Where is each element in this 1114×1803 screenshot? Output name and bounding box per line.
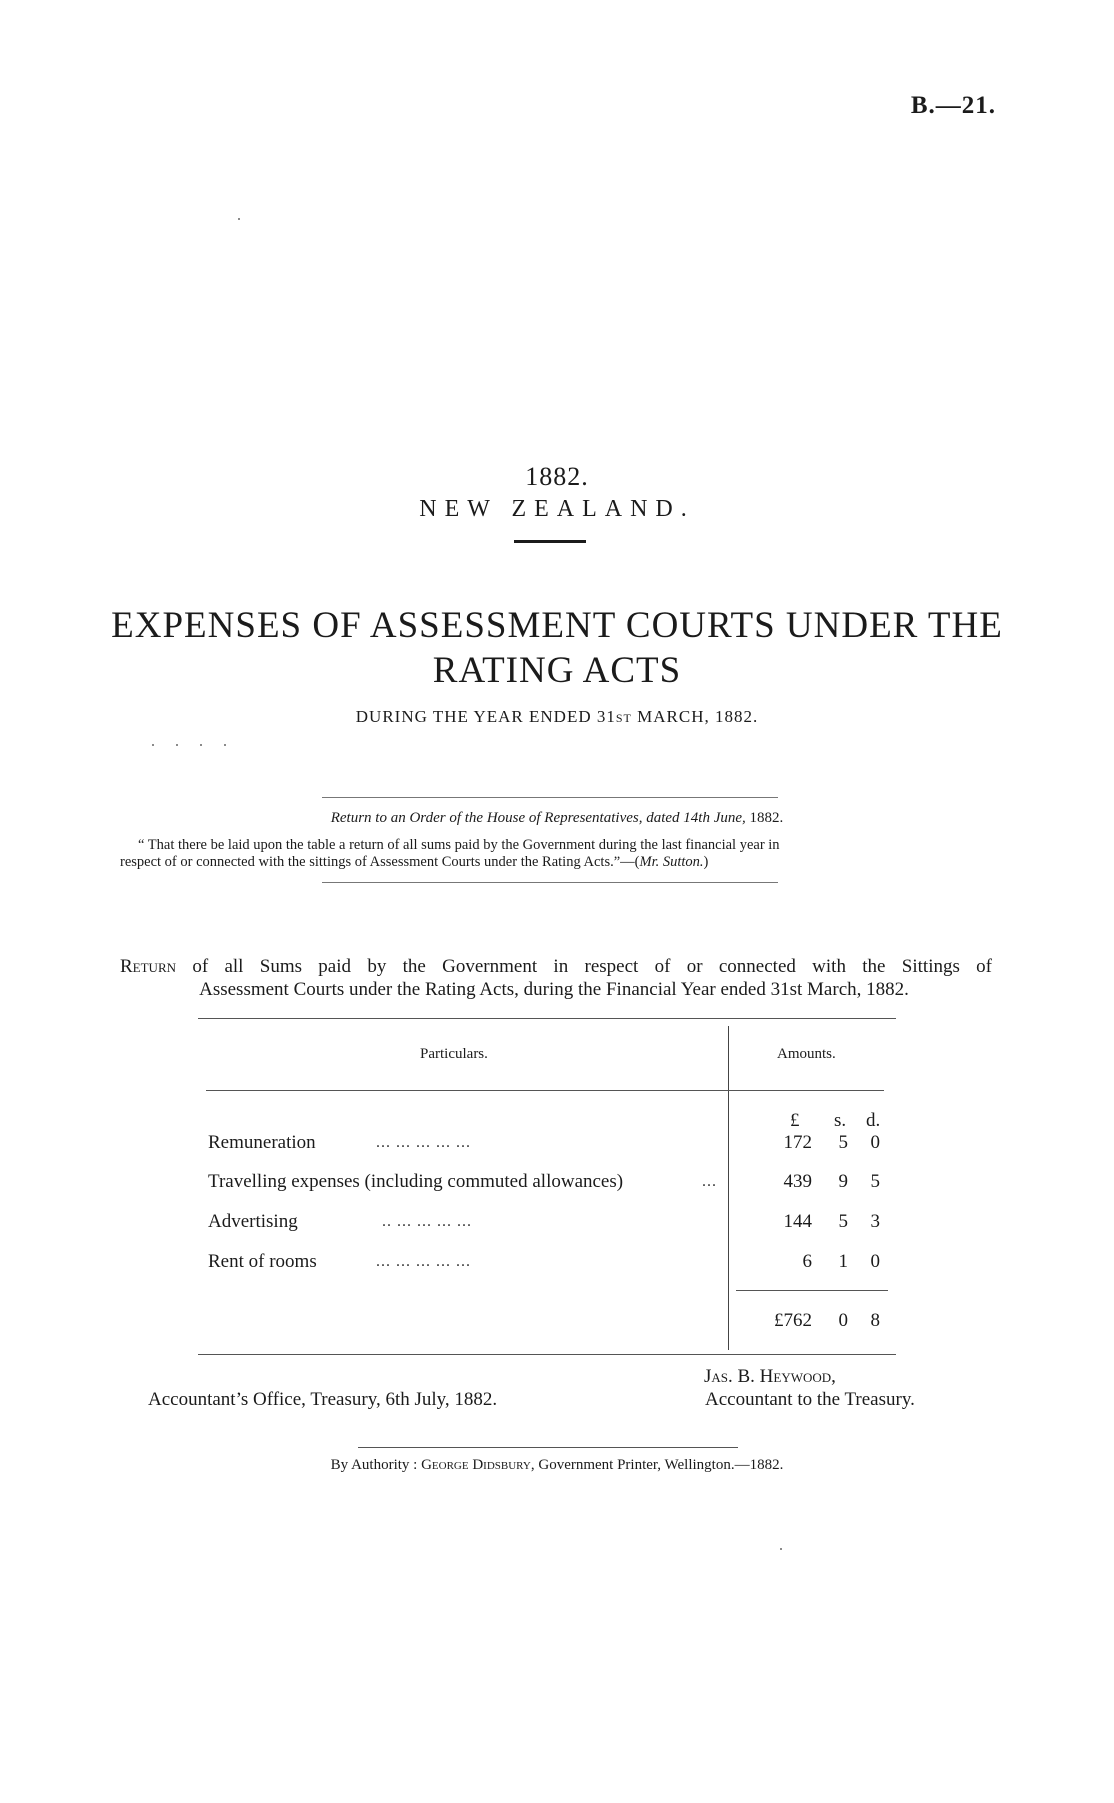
order-quote-line-2 <box>120 854 708 871</box>
return-heading-lead: Return <box>120 956 177 977</box>
table-row-pence: 5 <box>870 1171 880 1192</box>
total-shillings: 0 <box>838 1310 848 1331</box>
table-column-divider <box>728 1026 729 1350</box>
document-reference: B.—21. <box>910 92 996 119</box>
order-quote-mover: Mr. Sutton. <box>639 854 704 870</box>
table-row-leader: ... ... ... ... ... <box>376 1134 471 1151</box>
table-bottom-rule <box>198 1354 896 1355</box>
return-heading-line-2: Assessment Courts under the Rating Acts, during the Financial Year ended 31st March, 1882. <box>199 979 909 1000</box>
unit-shillings: s. <box>834 1110 847 1131</box>
scan-speck <box>152 744 154 746</box>
document-title-line-2: RATING ACTS <box>432 650 682 691</box>
unit-pounds: £ <box>790 1110 800 1131</box>
document-subtitle <box>0 707 1114 727</box>
imprint-rule <box>358 1447 738 1448</box>
table-row-leader: .. ... ... ... ... <box>382 1213 472 1230</box>
subtitle-pre: DURING THE YEAR ENDED 31 <box>355 707 616 726</box>
table-row-pence: 0 <box>870 1251 880 1272</box>
signatory-title: Accountant to the Treasury. <box>705 1389 915 1410</box>
table-row-pounds: 172 <box>783 1132 812 1153</box>
table-row-shillings: 9 <box>838 1171 848 1192</box>
printer-imprint <box>0 1457 1114 1474</box>
return-heading-line-1 <box>120 956 992 978</box>
masthead-divider <box>514 540 586 543</box>
scan-speck <box>238 218 240 220</box>
table-row-pounds: 144 <box>783 1211 812 1232</box>
order-quote-text: respect of or connected with the sittings of Assessment Courts under the Rating Acts.”—( <box>120 854 640 870</box>
imprint-printer: George Didsbury <box>421 1457 531 1473</box>
table-row-leader: ... <box>702 1173 717 1190</box>
scan-speck <box>224 744 226 746</box>
table-row-label: Travelling expenses (including commuted allowances) <box>208 1171 624 1192</box>
order-text: Return to an Order of the House of Representatives, dated 14th June, <box>330 810 746 826</box>
table-row-pounds: 439 <box>783 1171 812 1192</box>
scan-speck <box>176 744 178 746</box>
imprint-post: , Government Printer, Wellington.—1882. <box>530 1457 784 1473</box>
document-title-line-1: EXPENSES OF ASSESSMENT COURTS UNDER THE <box>111 605 1003 646</box>
subtitle-post: MARCH, 1882. <box>631 707 759 726</box>
scan-speck <box>780 1548 782 1550</box>
office-and-date: Accountant’s Office, Treasury, 6th July, 1882. <box>148 1389 498 1410</box>
return-heading-rest: of all Sums paid by the Government in respect of or connected with the Sittings of <box>176 956 992 977</box>
table-row-shillings: 5 <box>838 1211 848 1232</box>
total-rule <box>736 1290 888 1291</box>
order-top-rule <box>322 797 778 798</box>
imprint-pre: By Authority : <box>330 1457 418 1473</box>
country-name: NEW ZEALAND. <box>419 496 695 522</box>
table-row-shillings: 1 <box>838 1251 848 1272</box>
scan-speck <box>200 744 202 746</box>
order-line <box>0 810 1114 827</box>
publication-year: 1882. <box>525 462 589 491</box>
table-row-pence: 3 <box>870 1211 880 1232</box>
table-row-pence: 0 <box>870 1132 880 1153</box>
order-bottom-rule <box>322 882 778 883</box>
table-row-shillings: 5 <box>838 1132 848 1153</box>
column-header-amounts: Amounts. <box>777 1046 836 1062</box>
order-quote-line-1: “ That there be laid upon the table a return of all sums paid by the Government during the last financial year in <box>138 837 780 853</box>
table-header-rule <box>206 1090 884 1091</box>
unit-pence: d. <box>866 1110 881 1131</box>
table-row-pounds: 6 <box>802 1251 812 1272</box>
total-pence: 8 <box>870 1310 880 1331</box>
column-header-particulars: Particulars. <box>420 1046 488 1062</box>
table-row-label: Remuneration <box>208 1132 316 1153</box>
table-row-label: Rent of rooms <box>208 1251 317 1272</box>
table-row-label: Advertising <box>208 1211 298 1232</box>
table-row-leader: ... ... ... ... ... <box>376 1253 471 1270</box>
signatory-name: Jas. B. Heywood, <box>704 1366 836 1387</box>
order-quote-close: ) <box>703 854 709 870</box>
total-pounds: £762 <box>774 1310 812 1331</box>
subtitle-ordinal: ST <box>615 711 632 725</box>
table-top-rule <box>198 1018 896 1019</box>
order-year: 1882. <box>749 810 784 826</box>
